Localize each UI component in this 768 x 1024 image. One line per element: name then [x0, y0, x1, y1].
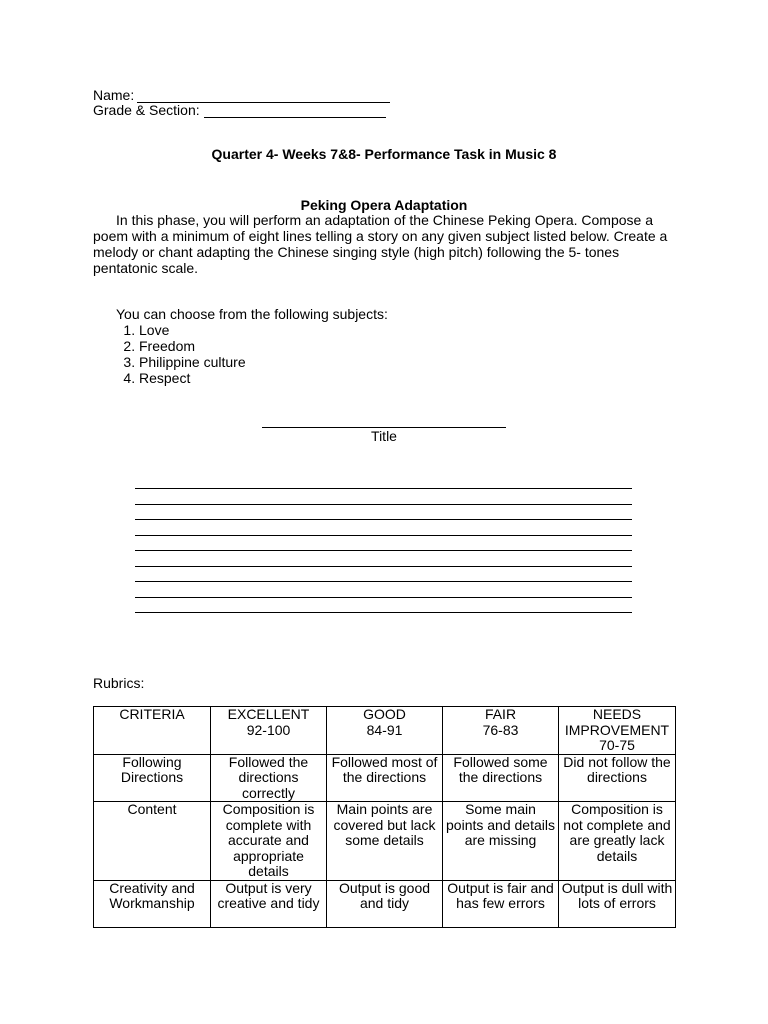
poem-line[interactable] [135, 566, 632, 567]
rubric-header-cell: GOOD 84-91 [327, 707, 443, 755]
rubric-criteria-cell: Following Directions [94, 754, 211, 802]
poem-line[interactable] [135, 612, 632, 613]
rubric-header-cell: FAIR 76-83 [443, 707, 559, 755]
subjects-intro: You can choose from the following subjects: [116, 306, 388, 322]
subject-item: 3. Philippine culture [139, 354, 388, 370]
rubric-cell: Composition is not complete and are greatly lack details [559, 802, 676, 881]
poem-line[interactable] [135, 597, 632, 598]
rubric-header-cell: EXCELLENT 92-100 [211, 707, 327, 755]
section-title: Peking Opera Adaptation [300, 197, 468, 213]
subjects-block [116, 306, 388, 386]
rubric-cell: Composition is complete with accurate and appropriate details [211, 802, 327, 881]
rubrics-label: Rubrics: [93, 675, 145, 691]
subjects-list [116, 322, 388, 386]
title-caption: Title [371, 428, 397, 444]
poem-line[interactable] [135, 504, 632, 505]
poem-line[interactable] [135, 550, 632, 551]
rubric-cell: Output is fair and has few errors [443, 880, 559, 927]
rubric-cell: Followed most of the directions [327, 754, 443, 802]
grade-section-field-line[interactable] [204, 117, 386, 118]
subject-item: 4. Respect [139, 370, 388, 386]
rubric-cell: Followed some the directions [443, 754, 559, 802]
rubric-cell: Output is good and tidy [327, 880, 443, 927]
rubric-row [94, 880, 676, 927]
rubric-criteria-cell: Content [94, 802, 211, 881]
rubric-criteria-cell: Creativity and Workmanship [94, 880, 211, 927]
rubric-cell: Followed the directions correctly [211, 754, 327, 802]
subject-item: 2. Freedom [139, 338, 388, 354]
poem-line[interactable] [135, 519, 632, 520]
poem-line[interactable] [135, 535, 632, 536]
name-label: Name: [93, 87, 135, 103]
rubric-header-cell: CRITERIA [94, 707, 211, 755]
page-title: Quarter 4- Weeks 7&8- Performance Task in Music 8 [211, 146, 557, 162]
rubric-row [94, 754, 676, 802]
rubric-header-row [94, 707, 676, 755]
poem-line[interactable] [135, 488, 632, 489]
rubric-header-cell: NEEDS IMPROVEMENT 70-75 [559, 707, 676, 755]
rubric-table [93, 706, 676, 928]
subject-item: 1. Love [139, 322, 388, 338]
instructions-paragraph: In this phase, you will perform an adaptation of the Chinese Peking Opera. Compose a poem with a minimum of eight lines telling a story on any given subject listed below. Create a melody or chant adapting the Chinese singing style (high pitch) following the 5- tones pentatonic scale. [93, 212, 668, 276]
rubric-cell: Output is dull with lots of errors [559, 880, 676, 927]
rubric-cell: Output is very creative and tidy [211, 880, 327, 927]
poem-line[interactable] [135, 581, 632, 582]
rubric-row [94, 802, 676, 881]
rubric-cell: Main points are covered but lack some details [327, 802, 443, 881]
rubric-cell: Some main points and details are missing [443, 802, 559, 881]
grade-section-label: Grade & Section: [93, 102, 200, 118]
rubric-cell: Did not follow the directions [559, 754, 676, 802]
